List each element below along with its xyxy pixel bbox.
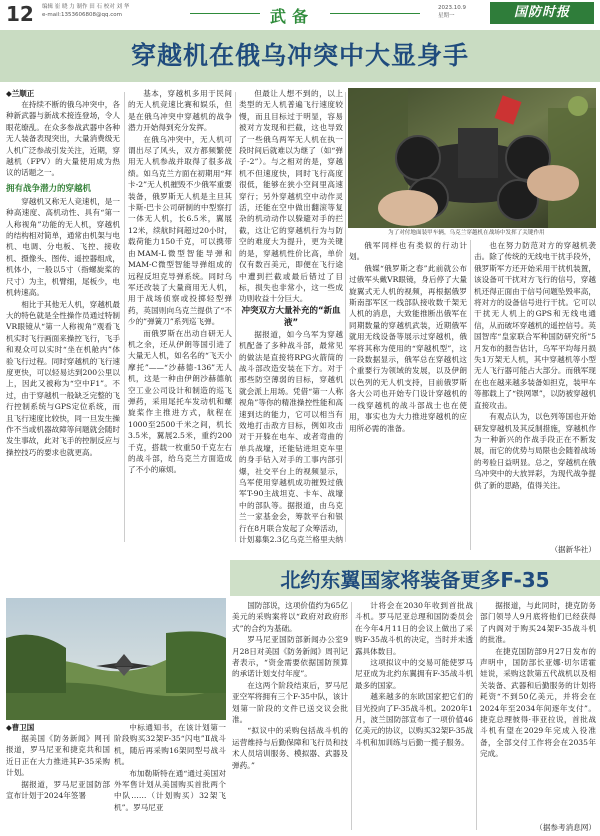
article2-photo <box>6 598 226 720</box>
column-divider <box>470 240 471 550</box>
paragraph: 俄军同样也有类似的行动计划。 <box>349 241 467 262</box>
article1-subheading-1: 拥有战争潜力的穿越机 <box>6 183 92 194</box>
paragraph: 但最让人想不到的，以上类型的无人机普遍飞行速度较慢，而且目标过于明显，容易被对方发现和拦截，这也导致了一些俄乌两军无人机在执一段时间后就难以为继了（如“弹子-2”）。与之相对的是，穿越机不但速度快，同时飞行高度很低，能够在狭小空间里高速穿行；另外穿越机空中动作灵活，还能在空中做出翻滚等复杂的机动动作以躲避对手的拦截，这让它的穿越机行为与防空的难度大为提升，更为关键的是，穿越机性价比高，单价仅有数百美元，即便在飞行途中遭到拦截或最后错过了目标，损失也非常小，这一些成功则收益十分巨大。 <box>239 89 343 304</box>
weekday-text: 星期一 <box>438 13 455 19</box>
section-rule-left <box>190 13 260 14</box>
article1-column-4 <box>349 240 467 556</box>
paragraph: “拟议中的采购包括战斗机的运营维持与后勤保障和飞行员和技术人员培训服务、模拟器、武器及弹药。” <box>232 726 348 770</box>
article2-column-4 <box>355 600 473 834</box>
page-number: 12 <box>6 2 34 26</box>
article2-column-5 <box>480 600 596 822</box>
paragraph: 据美国《防务新闻》网刊报道，罗马尼亚和捷克共和国近日正在大力推进其F-35采购计划。 <box>6 734 110 778</box>
paragraph: 在这两个阶段结束后，罗马尼亚空军将拥有三个F-35中队，该计划第一阶段的文件已送交议会批准。 <box>232 680 348 725</box>
paragraph: 穿越机又称无人竞速机，是一种高速度、高机动性、具有“第一人称视角”功能的无人机，穿越机的结构相对简单，通常由机架与电机、电调、分电板、飞控、接收机、摄像头、图传、遥控器组成，机体小，一般以5寸（指螺旋桨的尺寸）为主，机臂细，尾板少，电机转速高。 <box>6 196 120 298</box>
article1-column-1 <box>6 88 120 546</box>
date-text: 2023.10.9 <box>438 5 466 11</box>
paragraph: 相比于其他无人机，穿越机最大的特色就是全性操作员通过特制VR眼镜从“第一人称视角”观看飞机实时飞行画面来操控飞行，飞手和观众可以实时“坐在机舱内”体验飞行过程。同时穿越机的飞行速度更快，可以轻易达到200公里以上，因此又被称为“空中F1”。不过，由于穿越机一般缺乏完整的飞行控制系统与GPS定位系统，而且飞行速度比较快，同一旦发生操作不当或机器故障等问题就会随时发生事故，此对飞手的控制反应与操控技巧的要求也就更高。 <box>6 299 120 457</box>
paragraph: 布加勒斯特在通“通过美国对外军售计划从美国购买首批两个中队……（计划购买）32架飞机”。罗马尼亚 <box>114 768 226 812</box>
article2-headline: 北约东翼国家将装备更多F-35 <box>280 568 550 592</box>
f35-photo <box>6 598 226 720</box>
article2-source: （据参考消息网） <box>535 823 596 832</box>
paragraph: 计将会在2030年收到首批战斗机。罗马尼亚总理和国防委员会在今年4月11日的会议上做出了采购F-35战斗机的决定，当时并未透露具体数目。 <box>355 601 473 656</box>
column-divider <box>124 92 125 542</box>
section-name: 武备 <box>270 7 315 26</box>
column-divider <box>351 602 352 830</box>
paragraph: 也在努力防范对方的穿越机袭击。除了传统的无线电干扰手段外，俄罗斯军方还开始采用干扰机装置，该设备可干扰对方飞行的信号，穿越机还得正面由于信号问题坠毁率高，将对方的设备信号进行干扰。它可以干扰无人机上的GPS和无线电通信，从而破坏穿越机的遥控信号。英国智库“皇家联合军种国防研究所”5月发布的报告估计，乌军平均每月损失1万架无人机，其中穿越机等小型无人飞行器可能占大部分。而俄军现在也在越来越多装备如担克，装甲车等都载上了“铁网罩”，以防被穿越机直接攻击。 <box>474 241 596 410</box>
paragraph: 这项拟议中的交易可能使罗马尼亚成为北约东翼拥有F-35战斗机最多的国家。 <box>355 658 473 690</box>
article1-column-5 <box>474 240 596 544</box>
article1-author: ◆兰顺正 <box>6 89 35 98</box>
article1-column-2 <box>128 88 232 546</box>
article1-photo <box>348 88 596 228</box>
column-divider <box>235 92 236 542</box>
paragraph: 据报道，罗马尼亚国防部宣布计划于2024年签署 <box>6 779 110 801</box>
article1-source: （据新华社） <box>550 545 596 554</box>
article1-headline: 穿越机在俄乌冲突中大显身手 <box>130 41 469 70</box>
paragraph: 中标通知书，在该计划第一阶段购买32架F-35“闪电”Ⅱ战斗机，随后再采购16架同型号战斗机。 <box>114 723 226 767</box>
paragraph: 在捷克国防部9月27日发布的声明中，国防部长亚娜·切尔诺霍娃说，采购这款第五代战机以及相关装备、武器和后勤服务的计划将耗资“不到50亿美元，并将会在2024年至2034年间逐年支付”。捷克总理彼得·菲亚拉说，首批战斗机有望在2029年完成入役准备，全部交付工作将会在2035年完成。 <box>480 646 596 759</box>
paragraph: 有观点认为，以色列等国也开始研发穿越机及其反制措施，穿越机作为一种新兴的作战手段正在不断发展，而它的优势与局限也会随着战场的考验日益明显。总之，穿越机在俄乌冲突中的大放异彩，为现代战争提供了新的思路，值得关注。 <box>474 412 596 490</box>
article1-photo-caption: 为了对付地面装甲车辆，乌克兰穿越机在战场中发挥了关键作用 <box>388 230 545 236</box>
paragraph: 罗马尼亚国防部新闻办公室9月28日对美国《防务新闻》周刊记者表示，“资金需要依据国防预算的承诺计划支付年度”。 <box>232 635 348 679</box>
article2-column-2 <box>114 722 226 834</box>
paragraph: 越来越多的东欧国家把它们的目光投向了F-35战斗机。2020年1月，波兰国防部宣布了一项价值46亿美元的协议，以购买32架F-35战斗机和加训练与后勤一揽子服务。 <box>355 692 473 747</box>
paragraph: 在持续不断的俄乌冲突中，各种新武器与新战术接连登场，令人眼花缭乱。在众多参战武器中各种无人装备表现突出，大量消费级无人机广泛参战引发关注，近期，穿越机（FPV）的大量使用成为热议的话题之一。 <box>6 100 120 178</box>
newspaper-logo: 国防时报 <box>490 2 594 24</box>
paragraph: 在俄乌冲突中，无人机可谓出尽了风头，双方都频繁使用无人机参战并取得了很多战绩。如乌克兰方面在初期用“拜卡-2”无人机摧毁不少俄军重要装备，俄罗斯无人机是主旦其卡斯-巴卡公司研制的中型察打一体无人机，长6.5米，翼展12米，续航时间超过20小时，载荷能力150千克，可以携带由MAM-L微型智能导弹和MAM-C微型智能导弹组成的远程反坦克导弹系统。同时乌军还改装了大量商用无人机，用于战场侦察或投掷轻型弹药，英国则向乌克兰提供了“不少的”弹簧刀”系列巡飞弹。 <box>128 134 232 327</box>
issue-date <box>438 4 466 20</box>
email-line: e-mail:1353606808@qq.com <box>42 12 122 18</box>
paragraph: 国防部说，这项价值约为65亿美元的采购案将以“政府对政府形式”的合约为基础。 <box>232 601 348 633</box>
paragraph: 据报道，如今乌军为穿越机配备了多种战斗部，最常见的做法是直接将RPG火箭筒的战斗部改造安装在下方。对于那些防空薄弱的目标，穿越机就会派上用场。凭借“第一人称视角”等你的精准操控性能和高速到达的能力，它可以相当有效地打击敌方目标，例如攻击对于开躲在电车、或者弯曲的单兵战壕，还能钻进坦克车里的身手钻入对手的工事内部引爆，社交平台上的视频显示，乌军使用穿越机成功摧毁过俄军T-90主战坦克、卡车、战壕中的部队等。据报道，由乌克兰一家基金会，筹款平台和银行在8月联合发起了众筹活动，计划募集2.3亿乌克兰格里夫纳 <box>239 329 343 545</box>
paragraph: 据报道，与此同时，捷克防务部门领导人9月底将他们已经获得了内阁对于购买24架F-35战斗机的批准。 <box>480 601 596 645</box>
article2-author: ◆曹卫国 <box>6 723 35 732</box>
article1-subheading-2: 冲突双方大量补充的“新血液” <box>241 305 341 328</box>
article2-column-1 <box>6 722 110 834</box>
editor-info <box>42 3 129 19</box>
page-header <box>0 0 600 28</box>
article1-column-3 <box>239 88 343 546</box>
section-rule-right <box>330 13 420 14</box>
article2-column-3 <box>232 600 348 834</box>
paragraph: 基本，穿越机多用于民间的无人机竞速比赛和娱乐，但是在俄乌冲突中穿越机的战争潜力开始得到充分发挥。 <box>128 89 232 133</box>
editor-line: 编辑 崔 晓 力 制作 田 石 校对 刘 华 <box>42 4 130 10</box>
column-divider <box>476 602 477 830</box>
paragraph: 而俄罗斯在出动自研无人机之余，还从伊朗等国引进了大量无人机，如名名的“飞天小摩托”——“沙赫德-136”无人机，这是一种由伊朗沙赫德航空工业公司设计和制造的巡飞弹药，采用尾托车发动机和螺旋桨作主推进方式，航程在1000至2500千米之间，机长3.5米，翼展2.5米，重约200千克，搭载一枚重50千克左右的战斗部，给乌克兰方面造成了不小的麻烦。 <box>128 328 232 475</box>
paragraph: 俄媒“俄罗斯之春”此前就公布过俄军头戴VR眼镜，身后停了大量旋翼式无人机的视频，再根据俄罗斯南部军区一线部队接收数千架无人机的消息，大致能推断出俄军在同期数量的穿越机武装，近期俄军就用无线设备等展示过穿越机，俄军将其称为使用的“穿越机型”，这一段数据显示，俄军总在穿越机这个重要行为领域的发展，以及伊朗以色列的无人机支持，目前俄罗斯各大公司也开始专门设计穿越机的一线穿越机的战斗部战士也在使用，事实也为大力推进穿越机的应用所必需的准备。 <box>349 263 467 433</box>
column-divider <box>345 92 346 542</box>
fpv-drone-photo <box>348 88 596 228</box>
